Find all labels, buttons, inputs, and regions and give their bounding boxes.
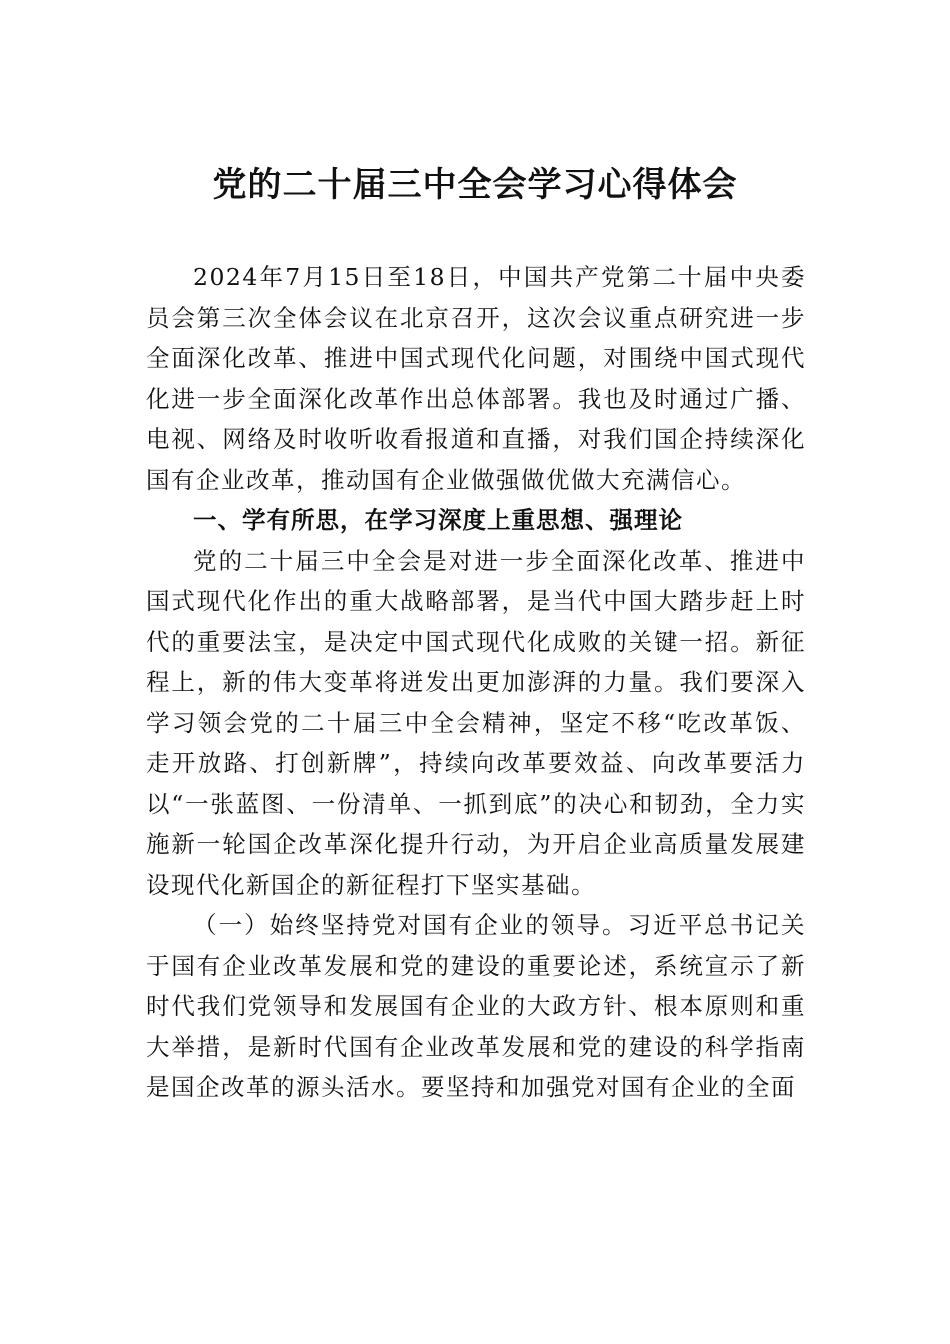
page-title: 党的二十届三中全会学习心得体会 <box>212 165 738 205</box>
section-heading: 一、学有所思，在学习深度上重思想、强理论 <box>193 506 683 534</box>
document-body <box>146 257 806 1108</box>
paragraph-subsection-1: （一）始终坚持党对国有企业的领导。习近平总书记关于国有企业改革发展和党的建设的重要论述，系统宣示了新时代我们党领导和发展国有企业的大政方针、根本原则和重大举措，是新时代国有企业改革发展和党的建设的科学指南是国企改革的源头活水。要坚持和加强党对国有企业的全面 <box>146 911 806 1101</box>
paragraph-section-1: 党的二十届三中全会是对进一步全面深化改革、推进中国式现代化作出的重大战略部署，是当代中国大踏步赶上时代的重要法宝，是决定中国式现代化成败的关键一招。新征程上，新的伟大变革将迸发出更加澎湃的力量。我们要深入学习领会党的二十届三中全会精神，坚定不移“吃改革饭、走开放路、打创新牌”，持续向改革要效益、向改革要活力以“一张蓝图、一份清单、一抓到底”的决心和韧劲，全力实施新一轮国企改革深化提升行动，为开启企业高质量发展建设现代化新国企的新征程打下坚实基础。 <box>146 546 806 899</box>
paragraph-intro: 2024年7月15日至18日，中国共产党第二十届中央委员会第三次全体会议在北京召开，这次会议重点研究进一步全面深化改革、推进中国式现代化问题，对围绕中国式现代化进一步全面深化改革作出总体部署。我也及时通过广播、电视、网络及时收听收看报道和直播，对我们国企持续深化国有企业改革，推动国有企业做强做优做大充满信心。 <box>146 263 806 494</box>
